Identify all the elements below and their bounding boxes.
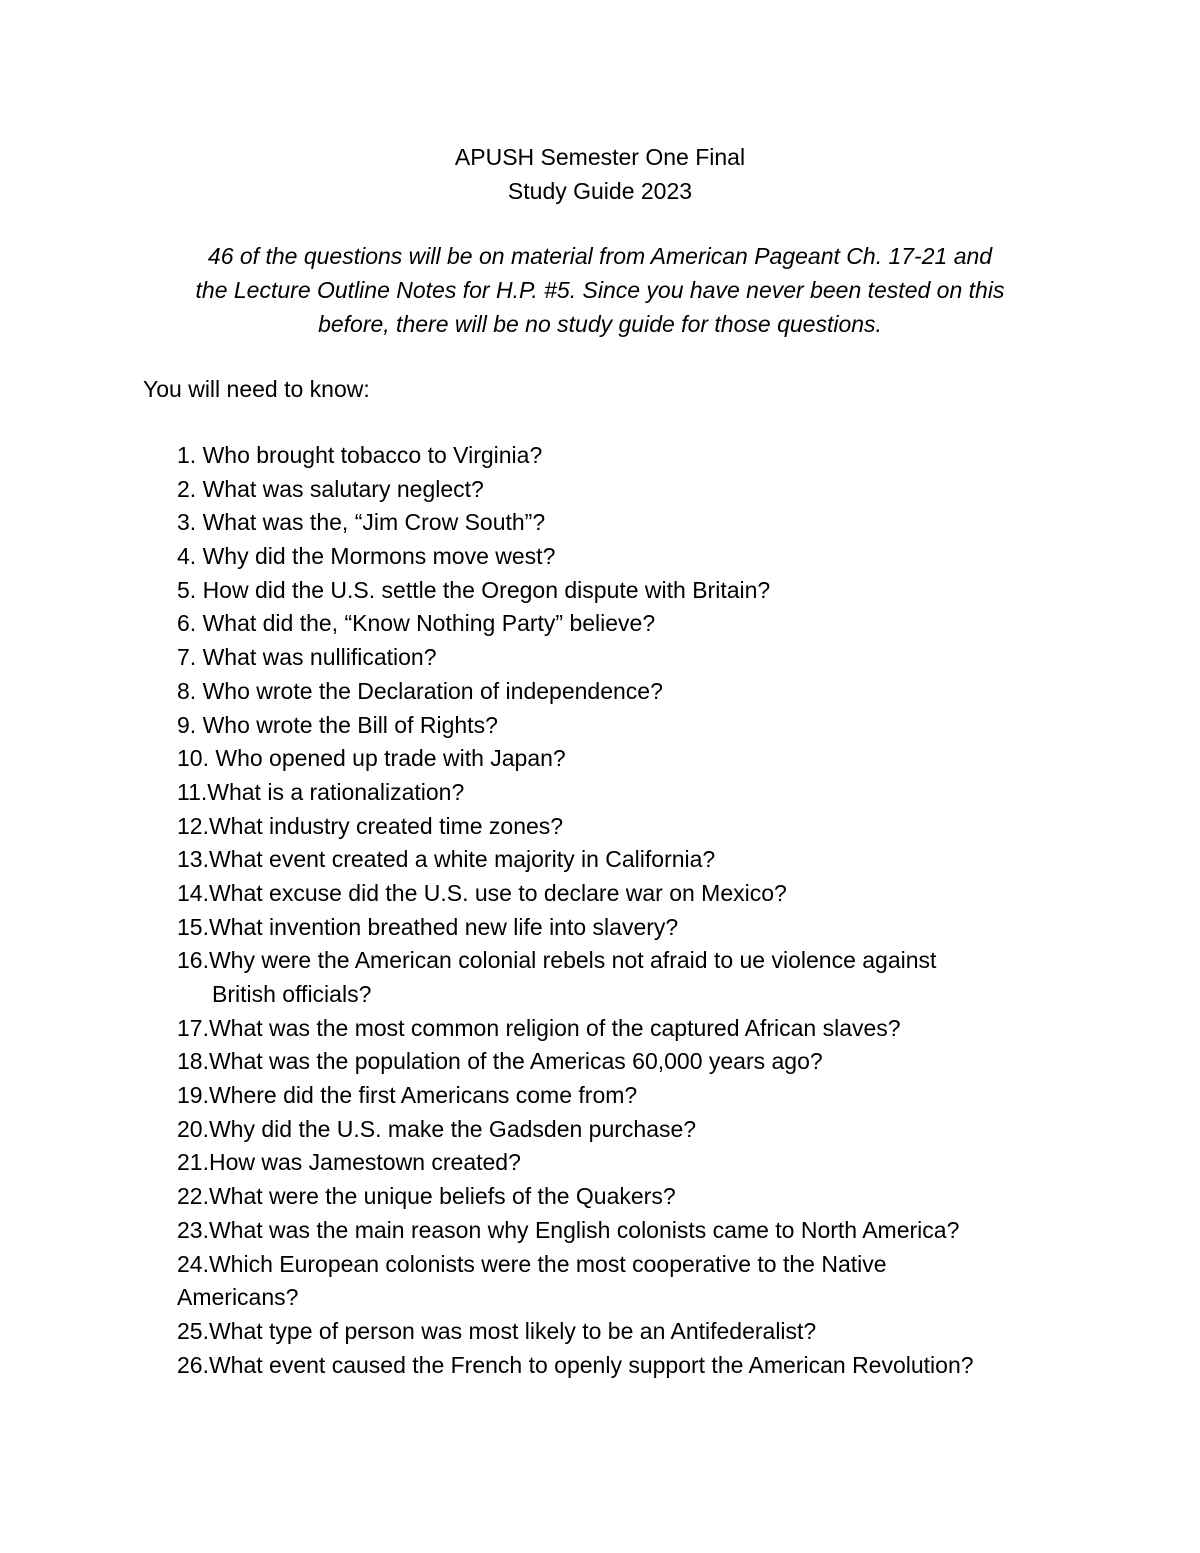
question-item: 14.What excuse did the U.S. use to declare war on Mexico?: [177, 879, 787, 906]
question-item: 4. Why did the Mormons move west?: [177, 543, 556, 570]
intro-line: before, there will be no study guide for those questions.: [318, 311, 882, 337]
question-item-continuation: Americans?: [177, 1284, 299, 1311]
document-title: APUSH Semester One Final: [454, 144, 746, 170]
intro-line: 46 of the questions will be on material from American Pageant Ch. 17-21 and: [207, 243, 993, 269]
question-item: 3. What was the, “Jim Crow South”?: [177, 509, 546, 536]
question-item: 20.Why did the U.S. make the Gadsden purchase?: [177, 1115, 697, 1142]
question-item: 16.Why were the American colonial rebels not afraid to ue violence against: [177, 947, 937, 974]
lead-text: You will need to know:: [143, 376, 370, 402]
question-item: 18.What was the population of the Americas 60,000 years ago?: [177, 1048, 823, 1075]
question-item: 6. What did the, “Know Nothing Party” believe?: [177, 610, 656, 637]
question-item: 21.How was Jamestown created?: [177, 1149, 521, 1176]
question-item: 17.What was the most common religion of the captured African slaves?: [177, 1014, 901, 1041]
question-item: 22.What were the unique beliefs of the Quakers?: [177, 1183, 676, 1210]
question-item: 23.What was the main reason why English colonists came to North America?: [177, 1216, 960, 1243]
question-item: 10. Who opened up trade with Japan?: [177, 745, 566, 772]
document-subtitle: Study Guide 2023: [507, 178, 693, 204]
question-list: [177, 439, 1097, 1382]
question-item: 26.What event caused the French to openly support the American Revolution?: [177, 1351, 974, 1378]
question-item: 19.Where did the first Americans come from?: [177, 1082, 638, 1109]
question-item: 7. What was nullification?: [177, 644, 437, 671]
question-item: 24.Which European colonists were the most cooperative to the Native: [177, 1250, 887, 1277]
question-item-continuation: British officials?: [212, 981, 372, 1007]
question-item: 25.What type of person was most likely to be an Antifederalist?: [177, 1317, 817, 1344]
question-item: 8. Who wrote the Declaration of independence?: [177, 677, 663, 704]
question-item: 1. Who brought tobacco to Virginia?: [177, 442, 543, 468]
question-item: 12.What industry created time zones?: [177, 812, 564, 839]
question-item: 11.What is a rationalization?: [177, 778, 465, 805]
intro-line: the Lecture Outline Notes for H.P. #5. Since you have never been tested on this: [195, 277, 1005, 303]
question-item: 9. Who wrote the Bill of Rights?: [177, 711, 498, 738]
question-item: 5. How did the U.S. settle the Oregon dispute with Britain?: [177, 576, 771, 603]
question-item: 2. What was salutary neglect?: [177, 475, 484, 502]
question-item: 15.What invention breathed new life into slavery?: [177, 913, 679, 940]
question-item: 13.What event created a white majority in California?: [177, 846, 716, 873]
